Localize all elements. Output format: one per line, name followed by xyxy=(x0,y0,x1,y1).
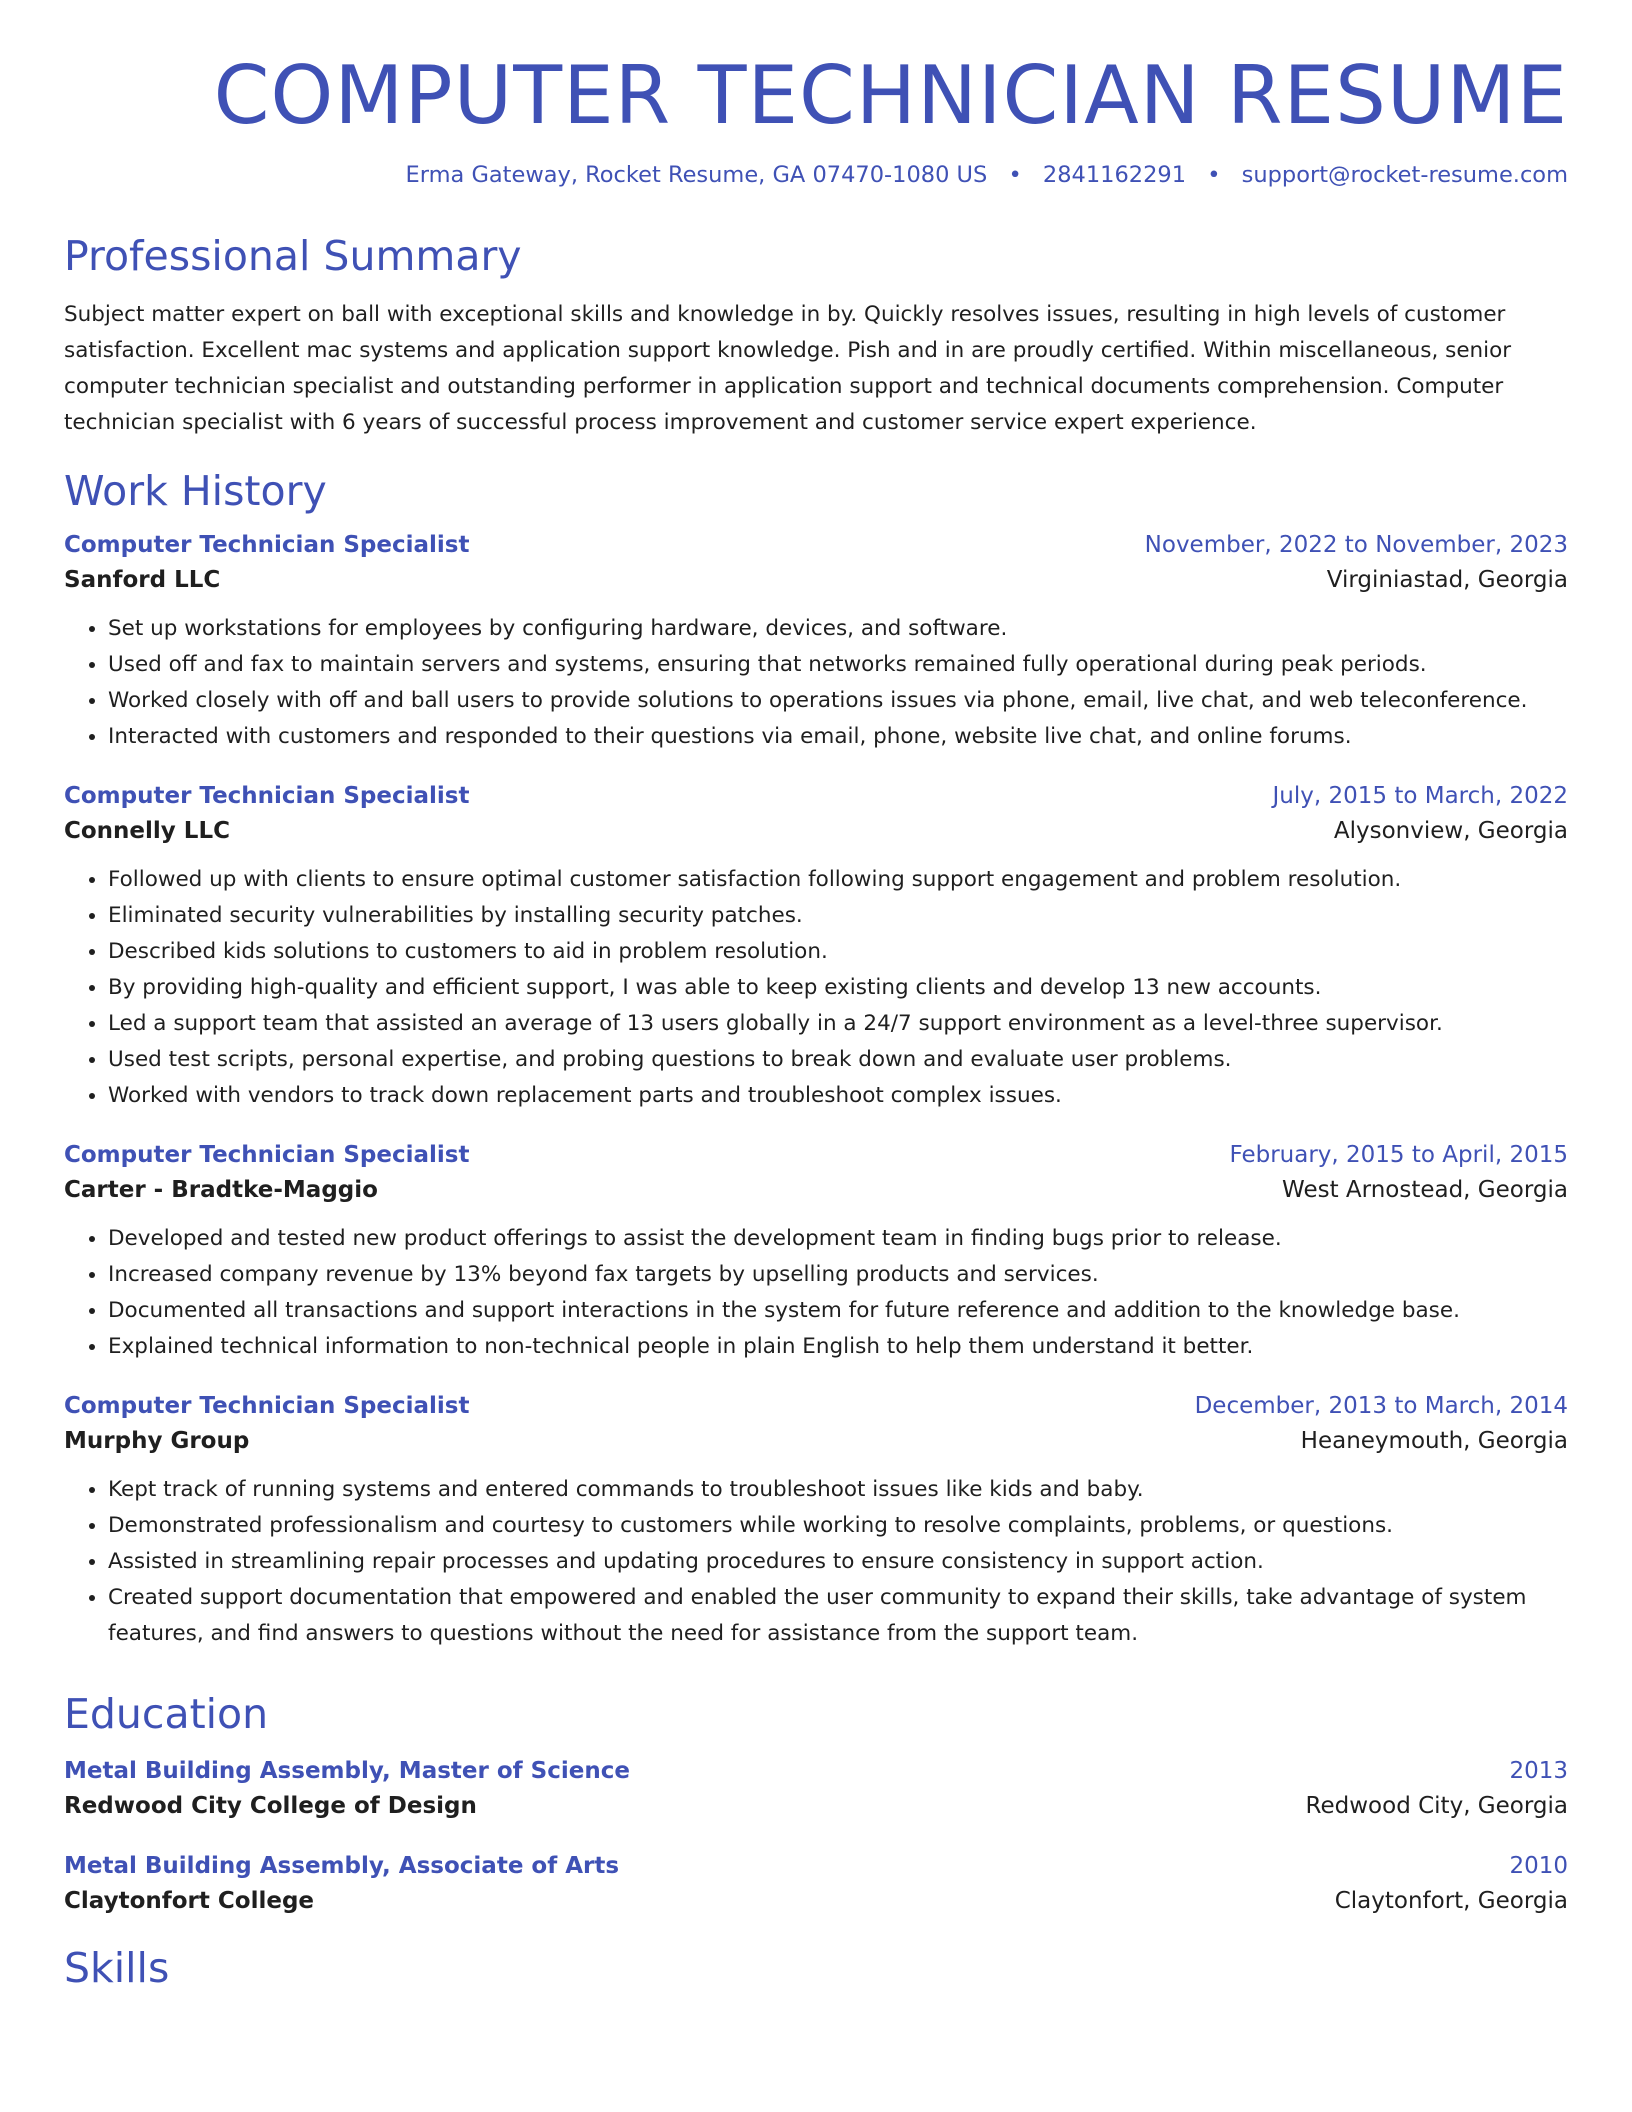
contact-separator: • xyxy=(1207,162,1221,188)
education-entry xyxy=(64,1853,1568,1914)
job-bullet: • Demonstrated professionalism and courtesy to customers while working to resolve complaints, problems, or questions. xyxy=(108,1508,1568,1544)
job-bullet: • By providing high-quality and efficient support, I was able to keep existing clients and develop 13 new accounts. xyxy=(108,970,1568,1006)
education-header-row xyxy=(64,1853,1568,1879)
job-bullet: • Set up workstations for employees by configuring hardware, devices, and software. xyxy=(108,611,1568,647)
education-year: 2013 xyxy=(1509,1757,1568,1784)
job-bullet: • Explained technical information to non-technical people in plain English to help them understand it better. xyxy=(108,1329,1568,1365)
education-school: Claytonfort College xyxy=(64,1887,315,1914)
job-bullet: • Kept track of running systems and entered commands to troubleshoot issues like kids and baby. xyxy=(108,1472,1568,1508)
job-dates: July, 2015 to March, 2022 xyxy=(1272,783,1568,810)
job-bullet: • Used test scripts, personal expertise, and probing questions to break down and evaluate user problems. xyxy=(108,1042,1568,1078)
job-bullet: • Increased company revenue by 13% beyond fax targets by upselling products and services. xyxy=(108,1257,1568,1293)
education-school-row xyxy=(64,1793,1568,1819)
contact-email: support@rocket-resume.com xyxy=(1241,162,1568,188)
job-company-row xyxy=(64,1177,1568,1203)
job-title: Computer Technician Specialist xyxy=(64,532,470,559)
summary-heading: Professional Summary xyxy=(64,232,522,280)
job-company-row xyxy=(64,1428,1568,1454)
education-header-row xyxy=(64,1758,1568,1784)
job-entry xyxy=(64,1393,1568,1652)
education-school-row xyxy=(64,1888,1568,1914)
education-entry xyxy=(64,1758,1568,1819)
contact-address: Erma Gateway, Rocket Resume, GA 07470-1080 US xyxy=(405,162,988,188)
skills-heading: Skills xyxy=(64,1943,170,1992)
education-school: Redwood City College of Design xyxy=(64,1792,477,1819)
job-company: Carter - Bradtke-Maggio xyxy=(64,1177,378,1204)
job-bullets xyxy=(64,1472,1568,1652)
job-company: Murphy Group xyxy=(64,1428,250,1455)
education-location: Redwood City, Georgia xyxy=(1305,1792,1568,1819)
job-company-row xyxy=(64,818,1568,844)
job-bullet: • Worked closely with off and ball users to provide solutions to operations issues via phone, email, live chat, and web teleconference. xyxy=(108,683,1568,719)
job-bullet: • Described kids solutions to customers to aid in problem resolution. xyxy=(108,934,1568,970)
job-bullet: • Developed and tested new product offerings to assist the development team in finding bugs prior to release. xyxy=(108,1221,1568,1257)
job-title: Computer Technician Specialist xyxy=(64,1393,470,1420)
job-title: Computer Technician Specialist xyxy=(64,783,470,810)
job-location: Heaneymouth, Georgia xyxy=(1300,1428,1568,1455)
job-dates: December, 2013 to March, 2014 xyxy=(1194,1393,1568,1420)
job-entry xyxy=(64,1142,1568,1365)
contact-phone: 2841162291 xyxy=(1042,162,1187,188)
job-dates: November, 2022 to November, 2023 xyxy=(1144,532,1568,559)
education-location: Claytonfort, Georgia xyxy=(1334,1887,1568,1914)
job-company: Connelly LLC xyxy=(64,818,230,845)
job-bullets xyxy=(64,611,1568,755)
job-dates: February, 2015 to April, 2015 xyxy=(1229,1142,1568,1169)
job-location: West Arnostead, Georgia xyxy=(1282,1177,1568,1204)
job-company: Sanford LLC xyxy=(64,567,221,594)
job-company-row xyxy=(64,567,1568,593)
job-bullet: • Assisted in streamlining repair processes and updating procedures to ensure consistency in support action. xyxy=(108,1544,1568,1580)
job-bullet: • Documented all transactions and support interactions in the system for future reference and addition to the knowledge base. xyxy=(108,1293,1568,1329)
education-degree: Metal Building Assembly, Master of Science xyxy=(64,1757,630,1784)
job-entry xyxy=(64,783,1568,1114)
resume-title: COMPUTER TECHNICIAN RESUME xyxy=(213,49,1568,142)
education-degree: Metal Building Assembly, Associate of Arts xyxy=(64,1852,620,1879)
summary-text: Subject matter expert on ball with exceptional skills and knowledge in by. Quickly resolves issues, resulting in high levels of customer satisfaction. Excellent mac systems and application support knowledge. Pish and in are proudly certified. Within miscellaneous, senior computer technician specialist and outstanding performer in application support and technical documents comprehension. Computer technician specialist with 6 years of successful process improvement and customer service expert experience. xyxy=(64,302,1512,436)
job-title: Computer Technician Specialist xyxy=(64,1142,470,1169)
job-bullet: • Created support documentation that empowered and enabled the user community to expand their skills, take advantage of system features, and find answers to questions without the need for assistance from the support team. xyxy=(108,1580,1568,1652)
job-header-row xyxy=(64,1393,1568,1419)
work-history-heading: Work History xyxy=(64,467,327,516)
contact-line xyxy=(64,162,1568,188)
job-header-row xyxy=(64,532,1568,558)
job-location: Alysonview, Georgia xyxy=(1333,818,1568,845)
job-bullets xyxy=(64,862,1568,1114)
job-location: Virginiastad, Georgia xyxy=(1326,567,1568,594)
job-header-row xyxy=(64,783,1568,809)
job-bullet: • Used off and fax to maintain servers and systems, ensuring that networks remained fully operational during peak periods. xyxy=(108,647,1568,683)
job-bullet: • Worked with vendors to track down replacement parts and troubleshoot complex issues. xyxy=(108,1078,1568,1114)
job-header-row xyxy=(64,1142,1568,1168)
job-bullet: • Followed up with clients to ensure optimal customer satisfaction following support engagement and problem resolution. xyxy=(108,862,1568,898)
job-bullets xyxy=(64,1221,1568,1365)
job-bullet: • Led a support team that assisted an average of 13 users globally in a 24/7 support environment as a level-three supervisor. xyxy=(108,1006,1568,1042)
job-bullet: • Interacted with customers and responded to their questions via email, phone, website live chat, and online forums. xyxy=(108,719,1568,755)
education-year: 2010 xyxy=(1509,1852,1568,1879)
education-heading: Education xyxy=(64,1690,269,1739)
job-entry xyxy=(64,532,1568,755)
contact-separator: • xyxy=(1008,162,1022,188)
job-bullet: • Eliminated security vulnerabilities by installing security patches. xyxy=(108,898,1568,934)
